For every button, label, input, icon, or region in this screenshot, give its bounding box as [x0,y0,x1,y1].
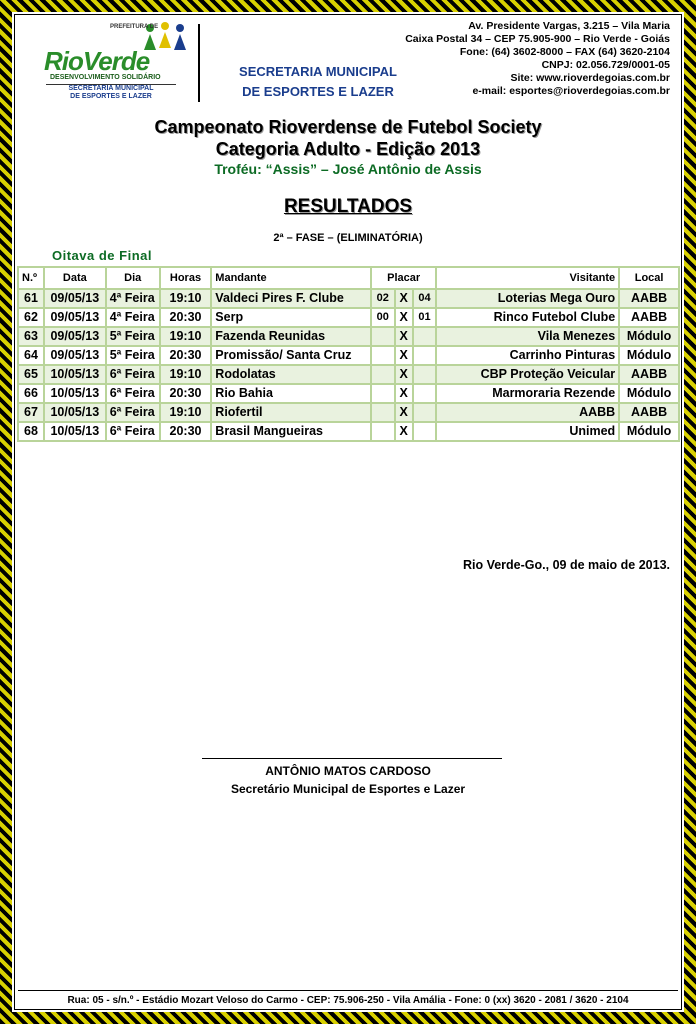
address-line: CNPJ: 02.056.729/0001-05 [541,59,670,71]
cell-away-score [414,385,436,402]
cell-away: Unimed [437,423,618,440]
cell-day: 4ª Feira [107,290,159,307]
cell-hours: 20:30 [161,347,211,364]
phase-heading: 2ª – FASE – (ELIMINATÓRIA) [273,232,423,244]
cell-home-score: 00 [372,309,394,326]
category-title: Categoria Adulto - Edição 2013 [215,139,481,159]
cell-home-score [372,385,394,402]
header-score: Placar [372,268,436,288]
table-header-row [19,268,678,288]
table-row [19,347,678,364]
cell-hours: 20:30 [161,385,211,402]
header-divider [198,24,200,102]
dept-line2: DE ESPORTES E LAZER [242,84,394,99]
cell-home: Riofertil [212,404,370,421]
table-row [19,328,678,345]
cell-local: AABB [620,404,678,421]
cell-home-score: 02 [372,290,394,307]
cell-hours: 20:30 [161,309,211,326]
logo-prefeitura: PREFEITURA DE [110,24,159,30]
cell-away-score [414,347,436,364]
header-hours: Horas [161,268,211,288]
cell-x: X [396,290,412,307]
table-row [19,309,678,326]
cell-home: Promissão/ Santa Cruz [212,347,370,364]
cell-day: 6ª Feira [107,385,159,402]
cell-local: Módulo [620,423,678,440]
signatory-role: Secretário Municipal de Esportes e Lazer [230,782,466,796]
cell-date: 10/05/13 [45,385,105,402]
trophy-title: Troféu: “Assis” – José Antônio de Assis [214,161,482,177]
footer-address: Rua: 05 - s/n.º - Estádio Mozart Veloso do Carmo - CEP: 75.906-250 - Vila Amália - Fone: 0 (xx) 3620 - 2081 / 3620 - 2104 [67,995,629,1006]
cell-local: AABB [620,309,678,326]
table-row [19,404,678,421]
cell-date: 09/05/13 [45,309,105,326]
results-heading: RESULTADOS [283,196,413,217]
cell-home: Valdeci Pires F. Clube [212,290,370,307]
cell-hours: 19:10 [161,404,211,421]
header-day: Dia [107,268,159,288]
cell-home: Fazenda Reunidas [212,328,370,345]
address-line: Caixa Postal 34 – CEP 75.905-900 – Rio Verde - Goiás [405,33,670,45]
logo-sec-line1: SECRETARIA MUNICIPAL [68,85,154,92]
cell-num: 67 [19,404,43,421]
cell-hours: 19:10 [161,366,211,383]
table-row [19,423,678,440]
cell-away-score [414,423,436,440]
cell-day: 4ª Feira [107,309,159,326]
cell-num: 65 [19,366,43,383]
cell-home-score [372,423,394,440]
cell-date: 09/05/13 [45,347,105,364]
cell-num: 63 [19,328,43,345]
cell-date: 09/05/13 [45,328,105,345]
cell-away-score [414,366,436,383]
cell-x: X [396,385,412,402]
cell-away: Vila Menezes [437,328,618,345]
cell-away-score [414,404,436,421]
header-away: Visitante [437,268,618,288]
cell-local: Módulo [620,385,678,402]
header-date: Data [45,268,105,288]
table-row [19,366,678,383]
address-line: e-mail: esportes@rioverdegoias.com.br [472,85,670,97]
address-line: Fone: (64) 3602-8000 – FAX (64) 3620-2104 [459,46,670,58]
rio-verde-logo [30,22,190,104]
title-block [0,116,696,178]
table-body [19,290,678,440]
cell-away-score: 01 [414,309,436,326]
cell-away: Marmoraria Rezende [437,385,618,402]
cell-day: 5ª Feira [107,328,159,345]
cell-date: 10/05/13 [45,366,105,383]
cell-home: Rio Bahia [212,385,370,402]
cell-day: 5ª Feira [107,347,159,364]
department-name [218,62,418,102]
round-heading: Oitava de Final [52,248,152,263]
cell-away-score [414,328,436,345]
cell-day: 6ª Feira [107,366,159,383]
cell-num: 64 [19,347,43,364]
address-line: Site: www.rioverdegoias.com.br [510,72,670,84]
cell-x: X [396,309,412,326]
address-block [405,20,670,98]
signature-line [202,758,502,759]
table-row [19,290,678,307]
header-local: Local [620,268,678,288]
logo-word: RioVerde [44,46,150,76]
signatory-name: ANTÔNIO MATOS CARDOSO [265,764,431,778]
cell-away: Loterias Mega Ouro [437,290,618,307]
address-line: Av. Presidente Vargas, 3.215 – Vila Maria [468,20,670,32]
logo-secretaria [46,84,176,101]
cell-num: 62 [19,309,43,326]
cell-local: Módulo [620,347,678,364]
cell-home: Brasil Mangueiras [212,423,370,440]
cell-day: 6ª Feira [107,423,159,440]
cell-local: AABB [620,290,678,307]
cell-home-score [372,366,394,383]
cell-hours: 19:10 [161,328,211,345]
cell-hours: 20:30 [161,423,211,440]
cell-home: Serp [212,309,370,326]
cell-away: AABB [437,404,618,421]
cell-x: X [396,366,412,383]
logo-subtitle: DESENVOLVIMENTO SOLIDÁRIO [50,74,161,81]
document-date: Rio Verde-Go., 09 de maio de 2013. [462,558,670,572]
cell-away: Carrinho Pinturas [437,347,618,364]
dept-line1: SECRETARIA MUNICIPAL [239,64,397,79]
cell-num: 68 [19,423,43,440]
footer-divider [18,990,678,991]
cell-home-score [372,328,394,345]
cell-away: CBP Proteção Veicular [437,366,618,383]
cell-away: Rinco Futebol Clube [437,309,618,326]
championship-title: Campeonato Rioverdense de Futebol Society [154,117,542,137]
table-row [19,385,678,402]
cell-num: 66 [19,385,43,402]
header-home: Mandante [212,268,370,288]
cell-x: X [396,347,412,364]
cell-local: Módulo [620,328,678,345]
cell-date: 09/05/13 [45,290,105,307]
cell-x: X [396,328,412,345]
results-table [17,266,680,442]
cell-date: 10/05/13 [45,404,105,421]
header-num: N.º [19,268,43,288]
cell-away-score: 04 [414,290,436,307]
cell-x: X [396,404,412,421]
cell-hours: 19:10 [161,290,211,307]
cell-x: X [396,423,412,440]
cell-home-score [372,347,394,364]
cell-local: AABB [620,366,678,383]
cell-date: 10/05/13 [45,423,105,440]
logo-sec-line2: DE ESPORTES E LAZER [70,93,152,100]
cell-home: Rodolatas [212,366,370,383]
cell-day: 6ª Feira [107,404,159,421]
cell-num: 61 [19,290,43,307]
cell-home-score [372,404,394,421]
